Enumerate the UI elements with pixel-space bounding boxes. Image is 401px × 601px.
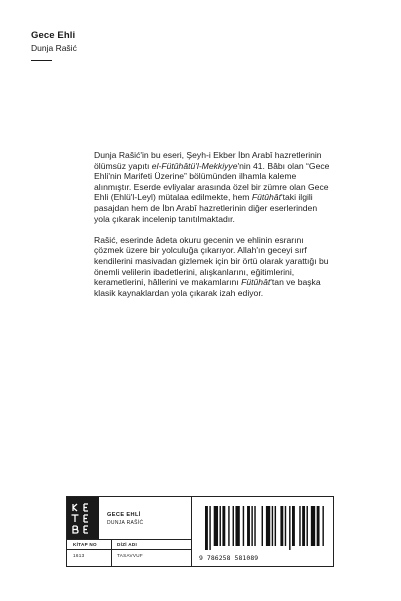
barcode-bar [275, 506, 276, 546]
barcode-bar [214, 506, 218, 546]
label-book-title: GECE EHLİ [107, 512, 141, 518]
barcode-bar [254, 506, 255, 546]
publisher-label-box [66, 496, 334, 567]
blurb-text: 'nin 41. Bâbı olan “Gece Ehli'nin Marifeti Üzerine” bölümünden ilhamla kaleme alınmıştır. Eserde evliyalar arasında özel bir zümre olan Gece Ehli (Ehlü'l-Leyl) mütalaa edilmekte, hem [94, 160, 330, 203]
barcode-bar [299, 506, 300, 546]
barcode-bar [243, 506, 244, 546]
blurb-italic-work-title: Fütûhât [241, 277, 271, 288]
book-author: Dunja Rašić [31, 43, 77, 53]
dizi-adi-header: DİZİ ADI [117, 542, 138, 547]
barcode-bar [247, 506, 250, 546]
ketebe-logo-icon [71, 502, 95, 534]
barcode-bar [209, 506, 210, 550]
header-divider [31, 60, 52, 61]
barcode-bar [235, 506, 239, 546]
isbn-number: 9 786258 581089 [199, 554, 259, 562]
barcode-bar [292, 506, 295, 546]
blurb-paragraph-1 [94, 150, 334, 224]
barcode-bar [285, 506, 286, 546]
barcode-bar [272, 506, 273, 546]
cover-header [31, 30, 231, 61]
blurb-italic-work-title: el-Fütûhâtü'l-Mekkiyye [151, 160, 238, 171]
blurb-italic-work-title: Fütûhât [251, 192, 281, 203]
publisher-logo [67, 497, 99, 539]
barcode-icon [199, 504, 325, 552]
kitap-no-value: 1613 [73, 553, 85, 558]
label-book-author: DUNJA RAŠİĆ [107, 520, 144, 526]
barcode-bar [307, 506, 308, 546]
barcode-bar [266, 506, 270, 546]
label-divider-top [67, 539, 191, 540]
barcode-bar [220, 506, 221, 546]
barcode-bar [280, 506, 283, 546]
dizi-adi-value: TASAVVUF [117, 553, 143, 558]
barcode-bar [317, 506, 320, 546]
isbn-barcode [199, 504, 329, 562]
barcode-bar [205, 506, 208, 550]
barcode-bar [322, 506, 323, 546]
barcode-bar [233, 506, 234, 546]
blurb-paragraph-2 [94, 235, 334, 299]
label-book-info [107, 512, 143, 526]
barcode-bar [228, 506, 229, 546]
barcode-bar [222, 506, 225, 546]
barcode-bar [251, 506, 252, 546]
barcode-bar [311, 506, 315, 546]
kitap-no-header: KİTAP NO [73, 542, 97, 547]
blurb-text: 'taki ilgili pasajdan hem de İbn Arabî hazretlerinin diğer eserlerinden yola çıkarak incelenip tanıtılmaktadır. [94, 192, 318, 224]
label-barcode-divider [191, 497, 192, 567]
label-column-divider [111, 539, 112, 567]
barcode-bar [262, 506, 263, 546]
blurb-text: Rašić, eserinde âdeta okuru gecenin ve ehlinin esrarını çözmek üzere bir yolculuğa çıkarıyor. Allah'ın geceyi sırf kendilerini masivadan gizlemek için bir örtü olarak yarattığı bu önemli velilerin ibadetlerini, alışkanlarını, eğitimlerini, kerametlerini, hâllerini ve makamlarını [94, 234, 329, 288]
book-title: Gece Ehli [31, 30, 76, 41]
blurb-text: Dunja Rašić'in bu eseri, Şeyh-i Ekber İbn Arabî hazretlerinin ölümsüz yapıtı [94, 150, 322, 171]
blurb-text: 'tan ve başka klasik kaynaklardan yola çıkarak izah ediyor. [94, 277, 321, 298]
barcode-bar [289, 506, 290, 550]
back-cover-blurb [94, 150, 334, 309]
barcode-bar [302, 506, 305, 546]
label-divider-middle [67, 549, 191, 550]
